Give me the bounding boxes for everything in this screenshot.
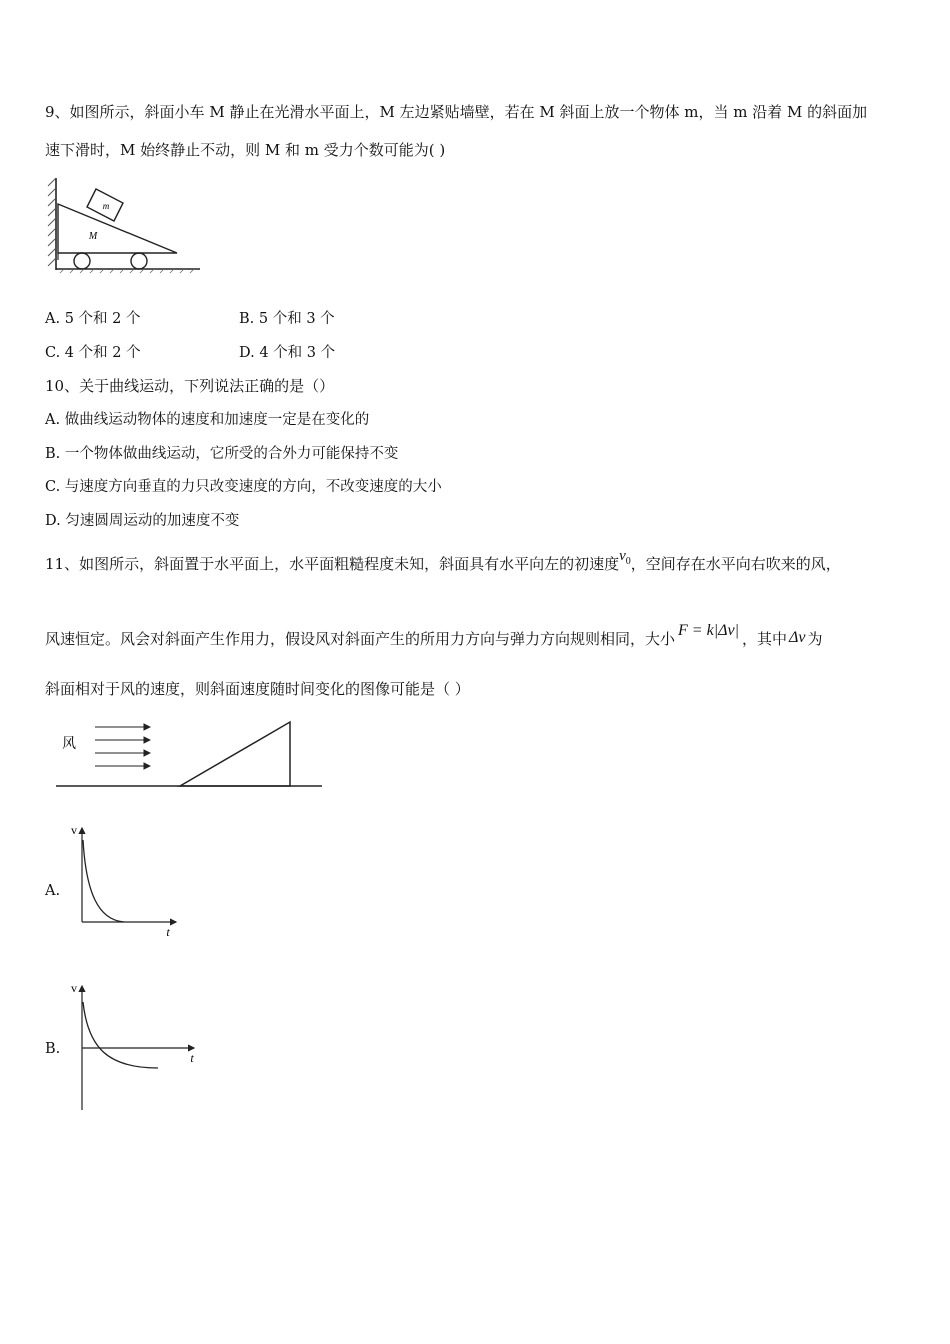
q10-stem: 10、关于曲线运动，下列说法正确的是（）: [45, 377, 335, 395]
wind-arrows: [95, 727, 150, 766]
wind-label: 风: [62, 737, 76, 752]
v-axis-label: v: [71, 981, 77, 995]
q11-v0: [619, 548, 631, 567]
q9-option-a: A. 5 个和 2 个: [45, 311, 141, 327]
velocity-curve: [83, 840, 124, 922]
q11-stem-line1: [45, 548, 841, 576]
q11-line2-text-a: 风速恒定。风会对斜面产生作用力，假设风对斜面产生的所用力方向与弹力方向规则相同，大小: [45, 630, 676, 648]
q9-option-c: C. 4 个和 2 个: [45, 345, 141, 361]
q10-option-c: C. 与速度方向垂直的力只改变速度的方向，不改变速度的大小: [45, 479, 442, 495]
q10-option-a: A. 做曲线运动物体的速度和加速度一定是在变化的: [45, 412, 370, 428]
wall-hatching: [48, 178, 56, 266]
q11-option-a-graph: [62, 822, 192, 942]
q9-stem-line2: 速下滑时，M 始终静止不动，则 M 和 m 受力个数可能为( ): [45, 141, 446, 159]
q9-figure-incline-cart: [40, 172, 210, 280]
q10-option-b: B. 一个物体做曲线运动，它所受的合外力可能保持不变: [45, 446, 399, 462]
q11-formula: F = k|Δv|: [678, 622, 739, 639]
q11-line2-text-c: 为: [807, 630, 823, 648]
q9-option-b: B. 5 个和 3 个: [239, 311, 335, 327]
velocity-curve: [83, 1002, 158, 1068]
q11-line1-text-b: ，空间存在水平向右吹来的风，: [630, 555, 841, 573]
wheel-left: [74, 253, 90, 269]
t-axis-label: t: [190, 1051, 194, 1065]
incline-triangle: [180, 722, 290, 786]
incline-M: [58, 204, 177, 253]
q11-stem-line2: [45, 622, 823, 649]
v0-subscript: 0: [625, 556, 631, 567]
q11-option-b-graph: [62, 980, 207, 1115]
q11-option-a-letter: A.: [45, 883, 61, 899]
wheel-right: [131, 253, 147, 269]
v0-main: v: [619, 548, 626, 564]
q9-option-d: D. 4 个和 3 个: [239, 345, 336, 361]
q11-line1-text-a: 11、如图所示，斜面置于水平面上，水平面粗糙程度未知，斜面具有水平向左的初速度: [45, 555, 620, 573]
v-axis-label: v: [71, 823, 77, 837]
label-m: m: [102, 201, 110, 211]
q11-delta-v: Δv: [789, 629, 806, 646]
q11-stem-line3: 斜面相对于风的速度，则斜面速度随时间变化的图像可能是（ ）: [45, 680, 470, 698]
q11-line2-text-b: ，其中: [741, 630, 787, 648]
label-M: M: [88, 231, 98, 242]
q11-option-b-letter: B.: [45, 1041, 61, 1057]
q9-stem-line1: 9、如图所示，斜面小车 M 静止在光滑水平面上，M 左边紧贴墙壁，若在 M 斜面上放一个物体 m，当 m 沿着 M 的斜面加: [45, 103, 868, 121]
t-axis-label: t: [166, 925, 170, 939]
q10-option-d: D. 匀速圆周运动的加速度不变: [45, 513, 240, 529]
q11-figure-wind-incline: [50, 716, 330, 796]
